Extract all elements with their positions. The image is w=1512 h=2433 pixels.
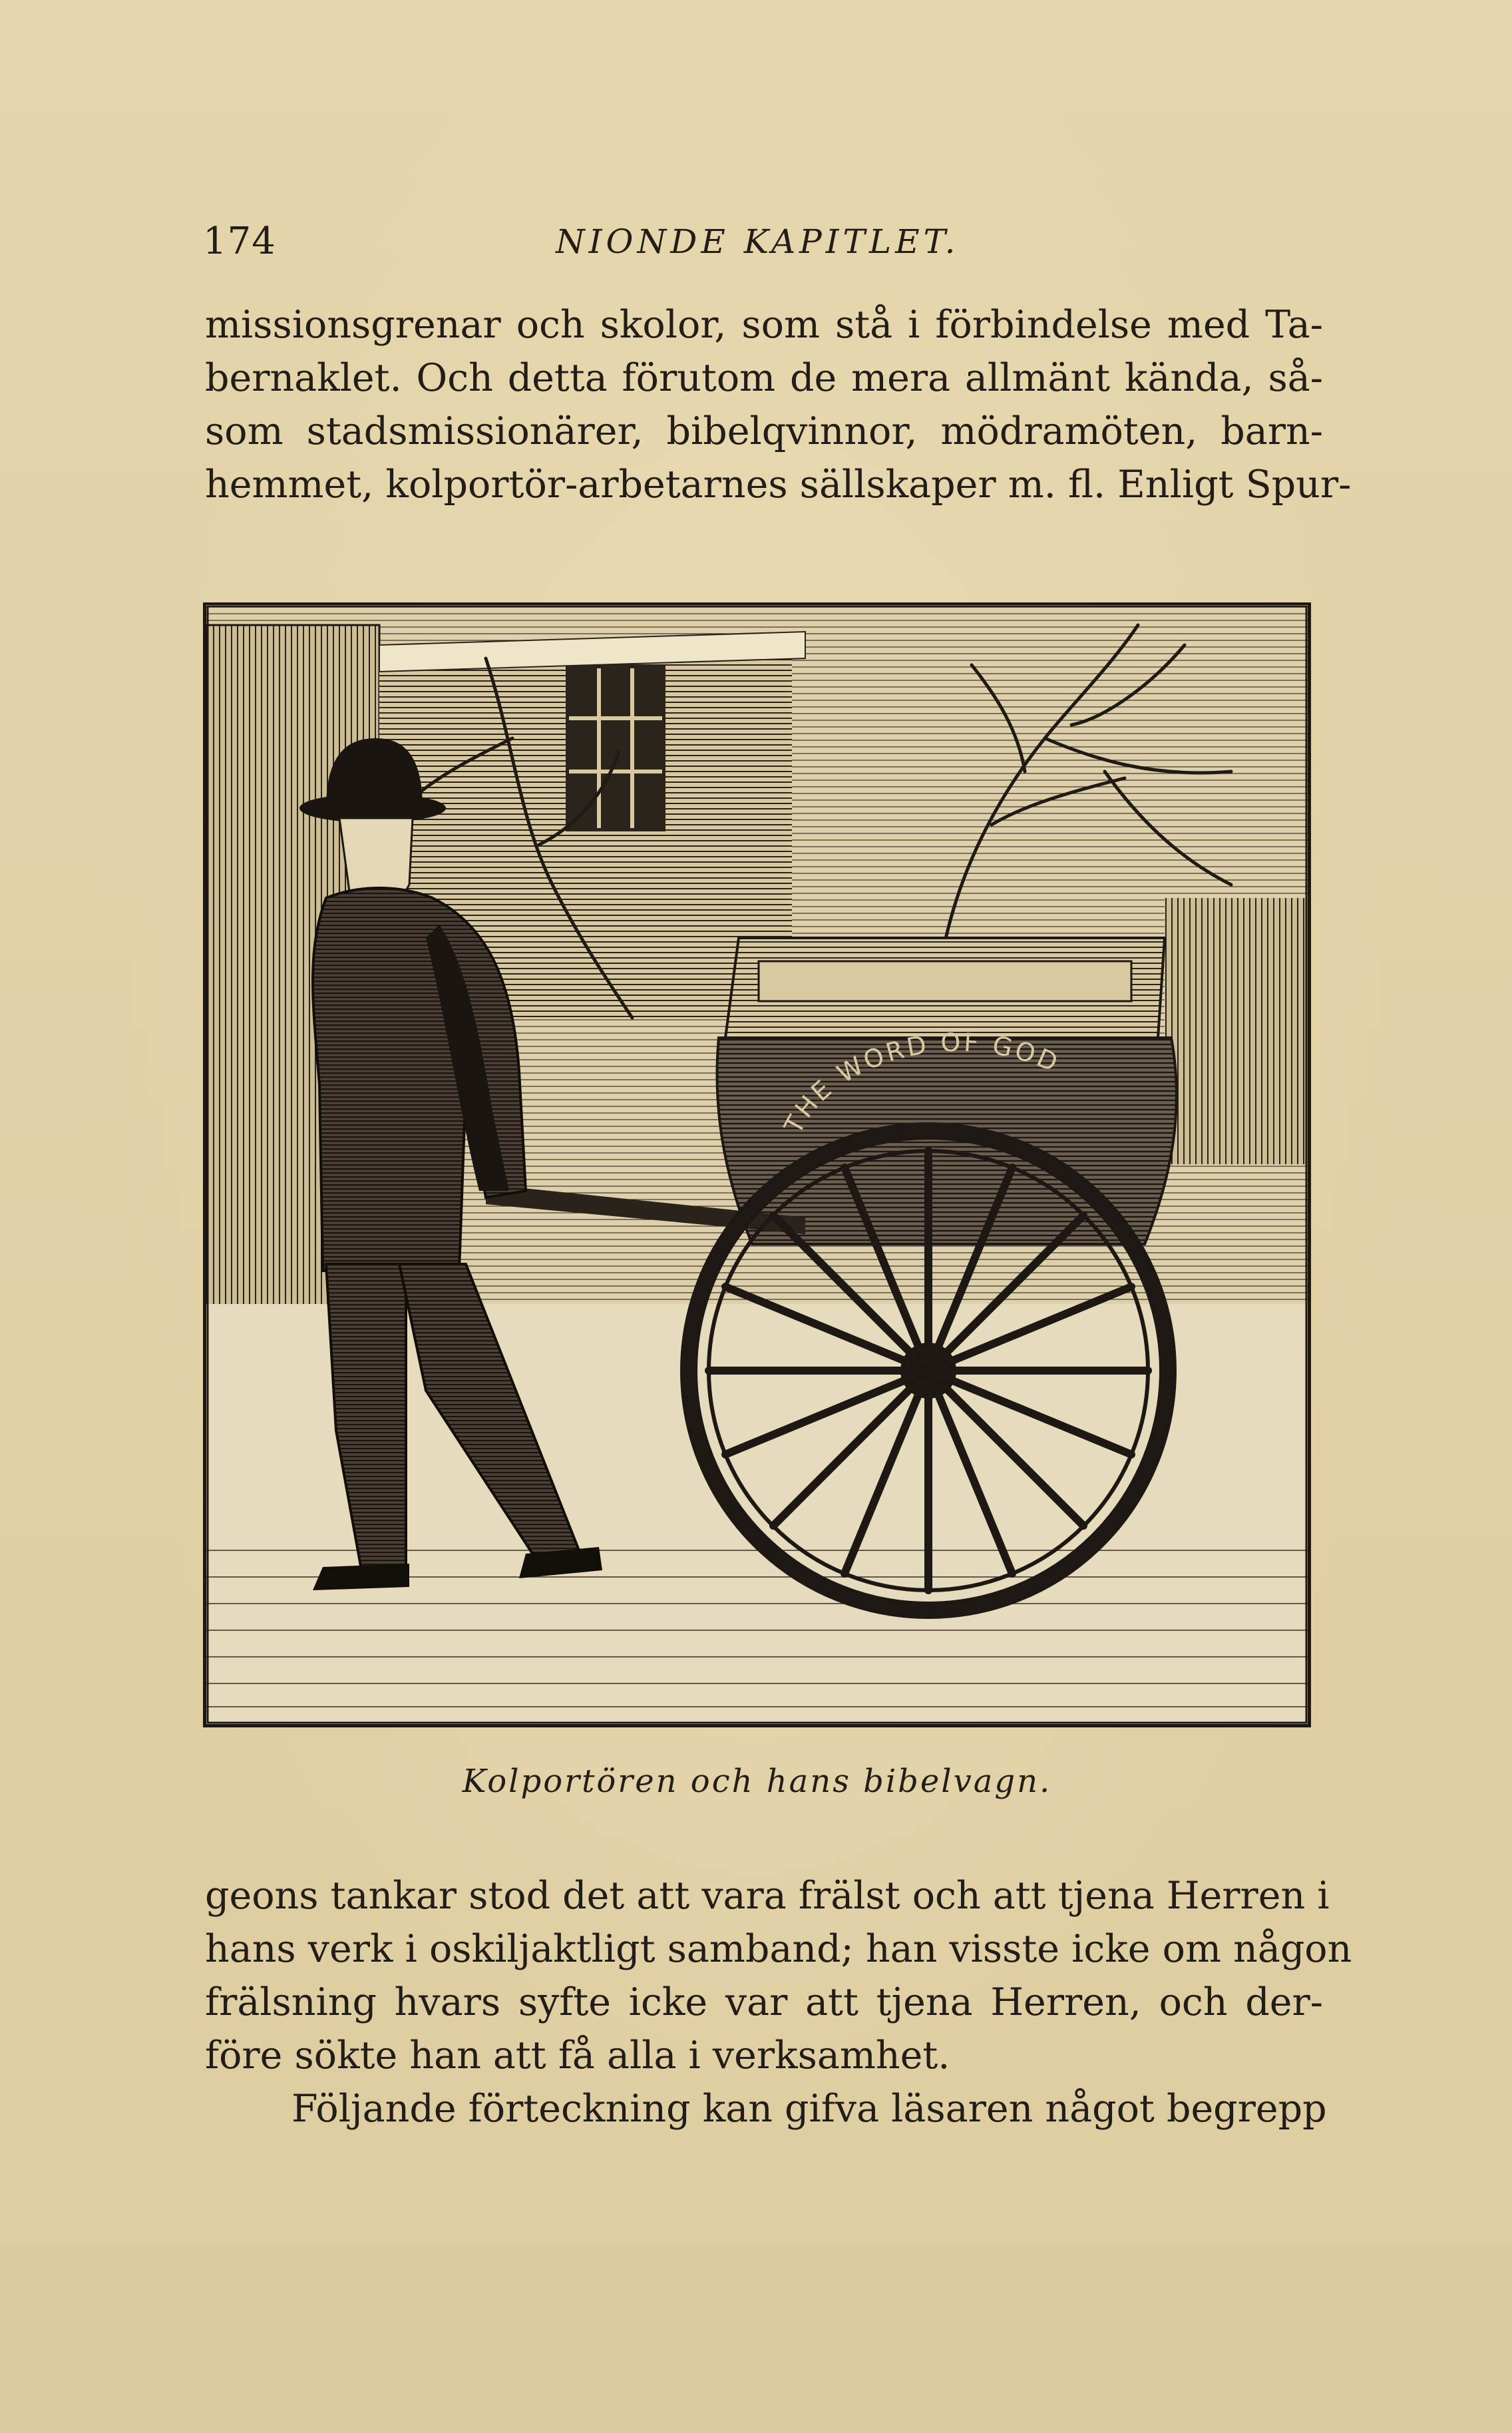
engraving-colporteur-with-bible-cart-icon — [206, 605, 1308, 1724]
cart-inscription: THE WORD OF GOD — [778, 1027, 1065, 1139]
cart-wheel — [689, 1131, 1168, 1610]
text-line: som stadsmissionärer, bibelqvinnor, mödramöten, barn- — [205, 409, 1323, 453]
paragraph-bottom — [205, 1869, 1352, 2135]
text-line: före sökte han att få alla i verksamhet. — [205, 2034, 950, 2078]
text-line: missionsgrenar och skolor, som stå i förbindelse med Ta- — [205, 303, 1323, 347]
text-line: geons tankar stod det att vara frälst och att tjena Herren i — [205, 1874, 1330, 1918]
page-number: 174 — [203, 220, 276, 263]
running-head — [200, 220, 1318, 266]
text-line: hemmet, kolportör-arbetarnes sällskaper m. fl. Enligt Spur- — [205, 463, 1352, 507]
paragraph-top — [205, 298, 1352, 511]
text-line: hans verk i oskiljaktligt samband; han visste icke om någon — [205, 1927, 1352, 1971]
text-line: frälsning hvars syfte icke var att tjena Herren, och der- — [205, 1980, 1323, 2024]
illustration-figure — [203, 602, 1311, 1727]
figure-caption: Kolportören och hans bibelvagn. — [462, 1763, 1052, 1800]
chapter-title: NIONDE KAPITLET. — [556, 222, 960, 261]
text-line: Följande förteckning kan gifva läsaren något begrepp — [291, 2087, 1327, 2131]
text-line: bernaklet. Och detta förutom de mera allmänt kända, så- — [205, 356, 1323, 400]
